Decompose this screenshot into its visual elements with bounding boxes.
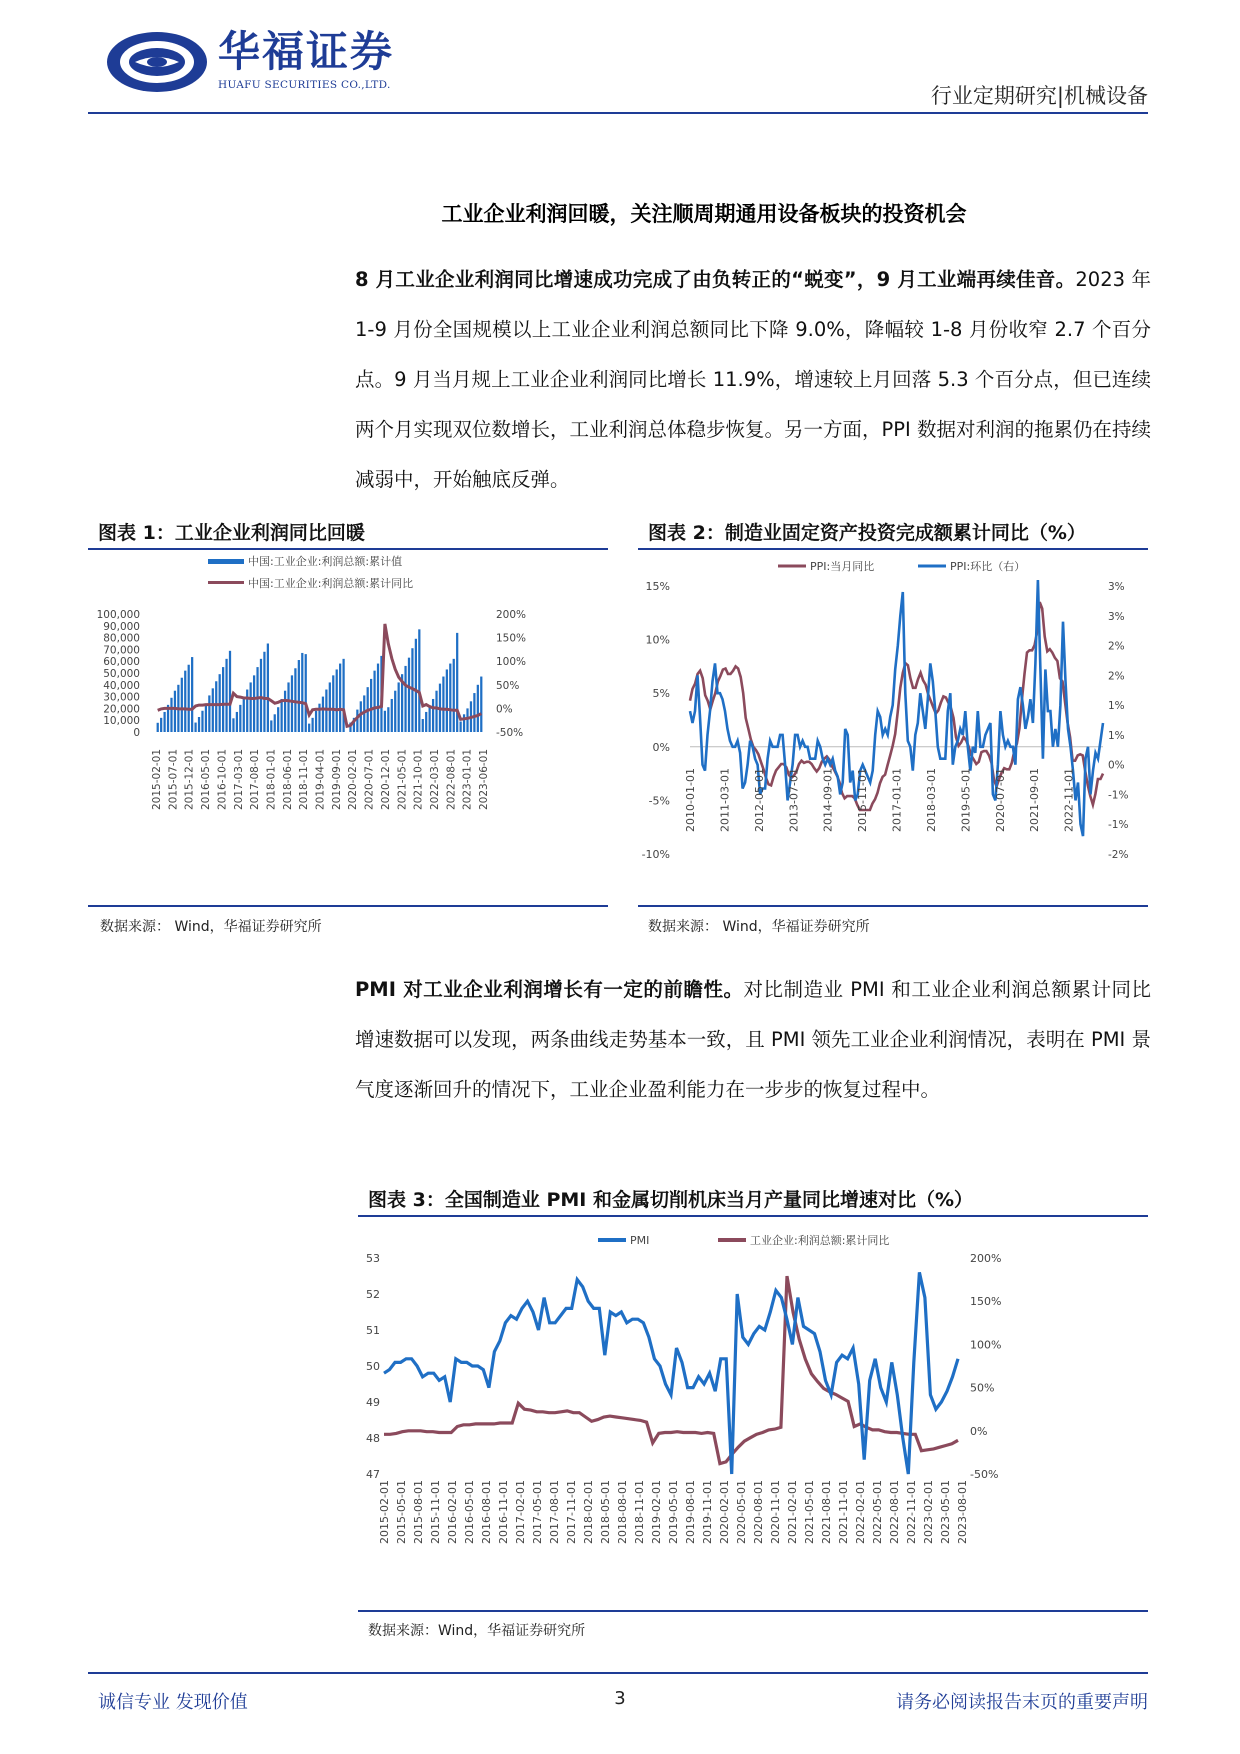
bar <box>277 707 279 732</box>
y-right-tick: -2% <box>1108 849 1129 861</box>
chart-1-bottom-rule <box>88 905 608 907</box>
chart-3-bottom-rule <box>358 1610 1148 1612</box>
chart-1 <box>88 552 608 902</box>
x-tick: 2021-02-01 <box>786 1480 799 1544</box>
x-tick: 2019-04-01 <box>314 748 327 810</box>
paragraph-2-lead: PMI 对工业企业利润增长有一定的前瞻性。 <box>355 978 744 1001</box>
legend-swatch-1 <box>208 559 244 564</box>
x-tick: 2015-12-01 <box>183 748 196 810</box>
y-left-tick: 51 <box>366 1324 380 1337</box>
x-tick: 2021-10-01 <box>412 748 425 810</box>
bar <box>418 629 420 732</box>
bar <box>384 711 386 732</box>
bar <box>435 691 437 732</box>
x-tick: 2021-08-01 <box>820 1480 833 1544</box>
bar <box>315 711 317 732</box>
bar <box>398 682 400 732</box>
bar <box>232 718 234 732</box>
chart-3-top-rule <box>358 1215 1148 1217</box>
x-tick: 2018-05-01 <box>599 1480 612 1544</box>
y-left-tick: 48 <box>366 1432 380 1445</box>
y-left-tick: 0 <box>133 727 140 739</box>
brand-name-en: HUAFU SECURITIES CO.,LTD. <box>218 79 391 91</box>
y-left-tick: 5% <box>652 687 670 701</box>
x-tick: 2020-05-01 <box>735 1480 748 1544</box>
bar <box>212 688 214 732</box>
chart-2-title: 图表 2：制造业固定资产投资完成额累计同比（%） <box>648 522 1086 544</box>
x-tick: 2018-08-01 <box>616 1480 629 1544</box>
bar <box>215 681 217 732</box>
bar <box>160 718 162 732</box>
bar <box>308 724 310 732</box>
legend-label-1: 中国:工业企业:利润总额:累计值 <box>248 555 403 568</box>
paragraph-2 <box>355 965 1151 1115</box>
bar <box>463 714 465 732</box>
x-tick: 2022-05-01 <box>871 1480 884 1544</box>
legend-label-1: PMI <box>630 1234 650 1247</box>
x-tick: 2016-11-01 <box>497 1480 510 1544</box>
chart-3 <box>358 1218 1148 1608</box>
chart-3-source: 数据来源：Wind，华福证券研究所 <box>368 1623 586 1639</box>
chart-2 <box>638 552 1148 902</box>
x-tick: 2020-07-01 <box>993 768 1007 832</box>
y-left-tick: 100,000 <box>96 609 140 621</box>
bar <box>322 697 324 732</box>
x-tick: 2020-12-01 <box>379 748 392 810</box>
bar <box>236 712 238 732</box>
y-right-tick: -1% <box>1108 819 1129 832</box>
y-left-tick: 70,000 <box>103 644 140 657</box>
x-tick: 2023-05-01 <box>939 1480 952 1544</box>
bar <box>239 705 241 732</box>
bar <box>301 653 303 732</box>
x-tick: 2019-09-01 <box>330 748 343 810</box>
y-left-tick: -5% <box>648 794 670 808</box>
bar <box>270 720 272 732</box>
bar <box>473 693 475 732</box>
x-tick: 2017-02-01 <box>514 1480 527 1544</box>
y-left-tick: -10% <box>641 848 670 861</box>
x-tick: 2017-08-01 <box>548 1480 561 1544</box>
x-tick: 2011-03-01 <box>718 768 732 832</box>
chart-1-title: 图表 1：工业企业利润同比回暖 <box>98 522 365 544</box>
x-tick: 2017-11-01 <box>565 1480 578 1544</box>
x-tick: 2015-11-01 <box>429 1480 442 1544</box>
bar <box>201 711 203 732</box>
y-left-tick: 0% <box>652 740 670 754</box>
bar <box>422 719 424 732</box>
x-tick: 2023-01-01 <box>461 748 474 810</box>
x-tick: 2016-02-01 <box>446 1480 459 1544</box>
bar <box>287 682 289 732</box>
bar <box>356 710 358 732</box>
x-tick: 2020-08-01 <box>752 1480 765 1544</box>
x-tick: 2013-07-01 <box>787 768 801 832</box>
bar <box>157 723 159 732</box>
bar <box>267 644 269 733</box>
bar <box>229 651 231 732</box>
y-right-tick: 0% <box>970 1424 988 1438</box>
footer-slogan: 诚信专业 发现价值 <box>98 1692 248 1713</box>
bar <box>394 691 396 732</box>
y-left-tick: 52 <box>366 1288 380 1301</box>
x-tick: 2014-09-01 <box>821 768 835 832</box>
chart-3-title: 图表 3：全国制造业 PMI 和金属切削机床当月产量同比增速对比（%） <box>368 1189 974 1211</box>
x-tick: 2018-01-01 <box>265 748 278 810</box>
legend-label-2: PPI:环比（右） <box>950 560 1026 573</box>
x-tick: 2015-07-01 <box>167 748 180 810</box>
bar <box>184 671 186 732</box>
x-tick: 2016-05-01 <box>200 748 213 810</box>
y-left-tick: 53 <box>366 1252 380 1265</box>
brand-name-cn: 华福证券 <box>218 27 395 76</box>
chart-1-top-rule <box>88 548 608 550</box>
bar <box>408 658 410 732</box>
y-right-tick: -1% <box>1108 789 1129 802</box>
bar <box>387 707 389 732</box>
x-tick: 2019-05-01 <box>667 1480 680 1544</box>
y-left-tick: 47 <box>366 1468 380 1481</box>
x-tick: 2021-05-01 <box>396 748 409 810</box>
bar <box>442 677 444 732</box>
paragraph-1 <box>355 255 1151 505</box>
bar <box>294 668 296 732</box>
y-right-tick: 50% <box>970 1381 995 1395</box>
bar <box>460 721 462 732</box>
x-tick: 2022-11-01 <box>905 1480 918 1544</box>
bar <box>377 664 379 732</box>
x-tick: 2022-08-01 <box>445 748 458 810</box>
paragraph-2-body: 对比制造业 PMI 和工业企业利润总额累计同比增速数据可以发现，两条曲线走势基本一致，且 PMI 领先工业企业利润情况，表明在 PMI 景气度逐渐回升的情况下，工业企业盈利能力在一步步的恢复过程中。 <box>355 978 1151 1101</box>
page-number: 3 <box>614 1688 626 1709</box>
legend-swatch-2 <box>208 581 244 584</box>
y-right-tick: -50% <box>496 727 524 739</box>
bar <box>336 669 338 732</box>
x-tick: 2015-05-01 <box>395 1480 408 1544</box>
bar <box>208 695 210 732</box>
bar <box>194 723 196 732</box>
y-right-tick: 0% <box>1108 759 1125 772</box>
bar <box>284 691 286 732</box>
bar <box>260 659 262 732</box>
legend-label-2: 中国:工业企业:利润总额:累计同比 <box>248 577 414 590</box>
x-tick: 2018-11-01 <box>633 1480 646 1544</box>
y-left-tick: 80,000 <box>103 632 140 645</box>
x-tick: 2023-08-01 <box>956 1480 969 1544</box>
x-tick: 2022-11-01 <box>1062 768 1076 832</box>
x-tick: 2022-02-01 <box>854 1480 867 1544</box>
x-tick: 2018-11-01 <box>298 748 311 810</box>
x-tick: 2017-03-01 <box>232 748 245 810</box>
chart-1-source: 数据来源： Wind，华福证券研究所 <box>100 919 322 935</box>
y-left-tick: 49 <box>366 1396 380 1409</box>
x-tick: 2017-01-01 <box>890 768 904 832</box>
company-logo <box>105 26 213 96</box>
bar <box>170 698 172 732</box>
bar <box>456 633 458 732</box>
y-right-tick: 1% <box>1108 700 1125 713</box>
y-right-tick: 1% <box>1108 729 1125 742</box>
bar <box>425 712 427 732</box>
bar <box>243 698 245 732</box>
series-line-pmi <box>384 1272 958 1474</box>
y-right-tick: 3% <box>1108 610 1125 623</box>
bar <box>263 652 265 732</box>
bar <box>480 677 482 732</box>
bar <box>191 657 193 732</box>
x-tick: 2010-01-01 <box>684 768 697 832</box>
x-tick: 2019-02-01 <box>650 1480 663 1544</box>
section-title: 工业企业利润回暖，关注顺周期通用设备板块的投资机会 <box>441 202 967 226</box>
y-right-tick: 2% <box>1108 670 1125 683</box>
bar <box>253 675 255 732</box>
bar <box>246 690 248 732</box>
y-left-tick: 20,000 <box>103 703 140 716</box>
x-tick: 2018-02-01 <box>582 1480 595 1544</box>
x-tick: 2018-06-01 <box>281 748 294 810</box>
y-right-tick: 150% <box>496 632 527 645</box>
bar <box>305 654 307 732</box>
x-tick: 2016-10-01 <box>216 748 229 810</box>
x-tick: 2019-08-01 <box>684 1480 697 1544</box>
x-tick: 2020-02-01 <box>718 1480 731 1544</box>
x-tick: 2021-09-01 <box>1028 768 1042 832</box>
x-tick: 2022-08-01 <box>888 1480 901 1544</box>
bar <box>342 659 344 732</box>
x-tick: 2017-08-01 <box>249 748 262 810</box>
bar <box>311 718 313 732</box>
x-tick: 2020-11-01 <box>769 1480 782 1544</box>
bar <box>453 659 455 732</box>
x-tick: 2023-06-01 <box>478 748 490 810</box>
report-category: 行业定期研究|机械设备 <box>930 84 1148 108</box>
bar <box>332 675 334 732</box>
y-right-tick: 100% <box>970 1338 1002 1352</box>
bar <box>225 659 227 732</box>
bar <box>250 682 252 732</box>
bar <box>466 708 468 732</box>
y-left-tick: 15% <box>645 580 670 593</box>
bar <box>415 639 417 732</box>
bar <box>429 706 431 732</box>
x-tick: 2016-05-01 <box>463 1480 476 1544</box>
bar <box>174 691 176 732</box>
y-left-tick: 10% <box>645 633 670 647</box>
x-tick: 2021-05-01 <box>803 1480 816 1544</box>
paragraph-1-body: 2023 年 1-9 月份全国规模以上工业企业利润总额同比下降 9.0%，降幅较 1-8 月份收窄 2.7 个百分点。9 月当月规上工业企业利润同比增长 11.9%，增速较上月回落 5.3 个百分点，但已连续两个月实现双位数增长，工业利润总体稳步恢复。另一方面，PPI 数据对利润的拖累仍在持续减弱中，开始触底反弹。 <box>355 268 1151 491</box>
bar <box>432 699 434 732</box>
x-tick: 2015-08-01 <box>412 1480 425 1544</box>
footer-disclaimer: 请务必阅读报告末页的重要声明 <box>896 1692 1148 1713</box>
y-right-tick: 50% <box>496 679 520 692</box>
bar <box>446 669 448 732</box>
bar <box>477 685 479 732</box>
bar <box>205 704 207 732</box>
chart-2-bottom-rule <box>638 905 1148 907</box>
x-tick: 2018-03-01 <box>924 768 938 832</box>
chart-2-top-rule <box>638 548 1148 550</box>
y-left-tick: 50,000 <box>103 668 140 680</box>
bar <box>274 714 276 732</box>
y-right-tick: 3% <box>1108 581 1125 593</box>
y-right-tick: -50% <box>970 1468 999 1481</box>
x-tick: 2015-11-01 <box>856 768 870 832</box>
bar <box>329 682 331 732</box>
bar <box>188 665 190 732</box>
y-right-tick: 200% <box>970 1252 1002 1265</box>
x-tick: 2020-02-01 <box>347 748 360 810</box>
bar <box>373 671 375 732</box>
header-divider <box>88 112 1148 114</box>
bar <box>404 666 406 732</box>
bar <box>391 699 393 732</box>
footer-divider <box>88 1672 1148 1674</box>
y-left-tick: 60,000 <box>103 656 140 669</box>
y-right-tick: 150% <box>970 1295 1002 1309</box>
bar <box>222 667 224 732</box>
x-tick: 2016-08-01 <box>480 1480 493 1544</box>
y-right-tick: 200% <box>496 609 527 621</box>
x-tick: 2015-02-01 <box>378 1480 391 1544</box>
bar <box>291 675 293 732</box>
x-tick: 2021-11-01 <box>837 1480 850 1544</box>
bar <box>449 664 451 732</box>
x-tick: 2022-03-01 <box>428 748 441 810</box>
y-left-tick: 40,000 <box>103 679 140 692</box>
bar <box>281 699 283 732</box>
y-left-tick: 90,000 <box>103 620 140 633</box>
x-tick: 2015-02-01 <box>151 748 163 810</box>
paragraph-1-lead: 8 月工业企业利润同比增速成功完成了由负转正的“蜕变”，9 月工业端再续佳音。 <box>355 268 1076 291</box>
legend-label-1: PPI:当月同比 <box>810 560 875 573</box>
x-tick: 2017-05-01 <box>531 1480 544 1544</box>
legend-label-2: 工业企业:利润总额:累计同比 <box>750 1234 890 1247</box>
x-tick: 2012-05-01 <box>752 768 766 832</box>
y-right-tick: 100% <box>496 656 527 669</box>
x-tick: 2020-07-01 <box>363 748 376 810</box>
bar <box>163 712 165 732</box>
y-right-tick: 2% <box>1108 640 1125 653</box>
x-tick: 2019-11-01 <box>701 1480 714 1544</box>
y-left-tick: 30,000 <box>103 691 140 704</box>
bar <box>370 679 372 732</box>
bar <box>339 664 341 732</box>
x-tick: 2023-02-01 <box>922 1480 935 1544</box>
chart-2-source: 数据来源： Wind，华福证券研究所 <box>648 919 870 935</box>
x-tick: 2019-05-01 <box>959 768 973 832</box>
bar <box>181 678 183 732</box>
bar <box>198 717 200 732</box>
bar <box>298 660 300 732</box>
y-left-tick: 50 <box>366 1360 380 1373</box>
y-left-tick: 10,000 <box>103 715 140 728</box>
y-right-tick: 0% <box>496 703 513 716</box>
